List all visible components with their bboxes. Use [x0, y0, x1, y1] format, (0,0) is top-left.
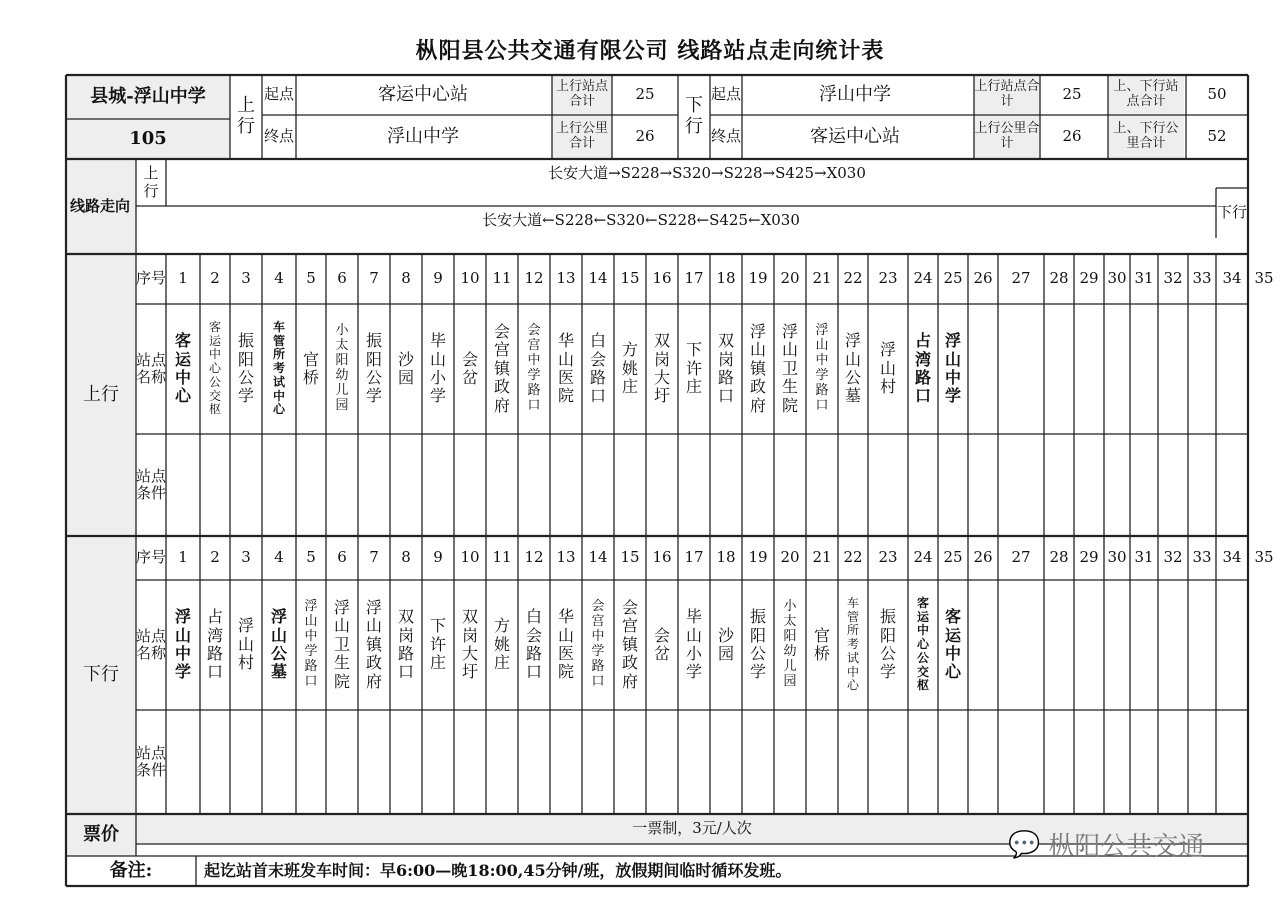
total-stations-value: 50 — [1207, 85, 1227, 104]
down-km-total-value: 26 — [1062, 127, 1082, 146]
seq-cell: 19 — [748, 548, 768, 567]
seq-cell: 30 — [1107, 548, 1127, 567]
down-start-station: 浮山中学 — [819, 83, 891, 105]
seq-cell: 13 — [556, 269, 576, 288]
stop-cell — [454, 580, 486, 710]
down-start-label: 起点 — [710, 85, 741, 104]
seq-cell: 33 — [1192, 548, 1212, 567]
stop-cell — [908, 580, 938, 710]
seq-cell: 1 — [178, 548, 188, 567]
stop-cell — [390, 304, 422, 434]
stop-name: 浮山中学 — [945, 331, 962, 406]
seq-cell: 25 — [943, 269, 963, 288]
stop-cell — [774, 580, 806, 710]
up-km-total-label: 上行公里合计 — [555, 121, 608, 151]
stop-cell — [868, 304, 908, 434]
stop-cell — [710, 580, 742, 710]
seq-cell: 17 — [684, 548, 704, 567]
seq-cell: 32 — [1163, 548, 1183, 567]
up-condition-label: 站点条件 — [136, 466, 167, 502]
stop-name: 客运中心 — [945, 607, 962, 682]
stop-name: 浮山中学 — [175, 607, 192, 682]
stop-cell — [422, 580, 454, 710]
stop-name: 毕山小学 — [430, 331, 447, 406]
up-end-label: 终点 — [263, 127, 294, 146]
total-km-value: 52 — [1207, 127, 1227, 146]
stop-cell — [486, 580, 518, 710]
up-start-label: 起点 — [263, 85, 294, 104]
stop-name: 浮山中学路口 — [815, 323, 829, 413]
seq-cell: 7 — [369, 548, 379, 567]
stop-name: 浮山村 — [238, 616, 255, 673]
stop-cell — [806, 580, 838, 710]
seq-cell: 17 — [684, 269, 704, 288]
seq-cell: 7 — [369, 269, 379, 288]
seq-cell: 5 — [306, 548, 316, 567]
stop-name: 官桥 — [814, 625, 831, 663]
down-route-text: 长安大道←S228←S320←S228←S425←X030 — [482, 211, 800, 230]
down-direction-label: 下行 — [685, 95, 703, 137]
stop-cell — [166, 304, 200, 434]
seq-cell: 22 — [843, 269, 863, 288]
stop-cell — [550, 304, 582, 434]
stop-name: 浮山村 — [880, 340, 897, 397]
stop-cell — [774, 304, 806, 434]
stop-cell — [326, 304, 358, 434]
seq-cell: 19 — [748, 269, 768, 288]
seq-cell: 35 — [1254, 548, 1274, 567]
stop-cell — [938, 580, 968, 710]
stop-name: 方姚庄 — [494, 616, 511, 673]
direction-label: 线路走向 — [70, 197, 131, 216]
seq-cell: 20 — [780, 269, 800, 288]
stop-cell — [262, 304, 296, 434]
route-name: 县城-浮山中学 — [90, 85, 206, 107]
remarks-label: 备注: — [109, 859, 153, 881]
stop-cell — [868, 580, 908, 710]
stop-name: 双岗大圩 — [654, 331, 671, 406]
stop-name: 振阳公学 — [238, 331, 255, 406]
stop-cell — [262, 580, 296, 710]
fare-label: 票价 — [83, 823, 119, 845]
seq-cell: 27 — [1011, 269, 1031, 288]
seq-cell: 25 — [943, 548, 963, 567]
seq-cell: 33 — [1192, 269, 1212, 288]
down-km-total-label: 上行公里合计 — [974, 121, 1040, 151]
stop-name: 车管所考试中心 — [847, 595, 860, 693]
stop-cell — [296, 580, 326, 710]
seq-cell: 21 — [812, 548, 832, 567]
seq-cell: 20 — [780, 548, 800, 567]
stop-cell — [614, 304, 646, 434]
stop-name: 白会路口 — [526, 607, 543, 682]
seq-cell: 31 — [1134, 269, 1154, 288]
seq-cell: 8 — [401, 269, 411, 288]
stop-cell — [358, 304, 390, 434]
remarks-value: 起讫站首末班发车时间：早6:00—晚18:00,45分钟/班，放假期间临时循环发班。 — [204, 860, 792, 880]
wechat-icon: 💬 — [1008, 829, 1041, 860]
stop-name: 双岗大圩 — [462, 607, 479, 682]
stop-name: 双岗路口 — [398, 607, 415, 682]
seq-cell: 31 — [1134, 548, 1154, 567]
seq-cell: 9 — [433, 269, 443, 288]
up-end-station: 浮山中学 — [387, 125, 459, 147]
stop-name: 浮山镇政府 — [750, 322, 767, 415]
stop-name: 下许庄 — [430, 616, 447, 673]
stop-name: 会宫中学路口 — [591, 599, 605, 689]
stop-name: 振阳公学 — [750, 607, 767, 682]
stop-cell — [742, 580, 774, 710]
stop-name: 占湾路口 — [915, 331, 932, 406]
up-section-label: 上行 — [83, 383, 119, 405]
stop-cell — [806, 304, 838, 434]
seq-cell: 26 — [973, 548, 993, 567]
stop-cell — [200, 580, 230, 710]
stop-cell — [200, 304, 230, 434]
seq-cell: 12 — [524, 269, 544, 288]
seq-cell: 22 — [843, 548, 863, 567]
seq-cell: 14 — [588, 269, 608, 288]
stop-name: 客运中心公交枢 — [917, 595, 930, 693]
direction-down-label: 下行 — [1216, 203, 1247, 222]
seq-cell: 23 — [878, 269, 898, 288]
seq-cell: 32 — [1163, 269, 1183, 288]
stop-cell — [582, 580, 614, 710]
stop-cell — [422, 304, 454, 434]
down-end-label: 终点 — [710, 127, 741, 146]
stop-cell — [550, 580, 582, 710]
stop-cell — [614, 580, 646, 710]
stop-cell — [296, 304, 326, 434]
stop-name: 沙园 — [398, 349, 415, 387]
down-end-station: 客运中心站 — [810, 125, 900, 147]
stop-name: 白会路口 — [590, 331, 607, 406]
seq-cell: 2 — [210, 269, 220, 288]
seq-cell: 1 — [178, 269, 188, 288]
up-seq-label: 序号 — [136, 269, 167, 288]
stop-cell — [678, 580, 710, 710]
stop-cell — [454, 304, 486, 434]
watermark — [1008, 826, 1204, 863]
seq-cell: 26 — [973, 269, 993, 288]
seq-cell: 5 — [306, 269, 316, 288]
seq-cell: 3 — [241, 269, 251, 288]
down-stations-total-label: 上行站点合计 — [974, 79, 1040, 109]
stop-cell — [938, 304, 968, 434]
stop-name: 客运中心 — [175, 331, 192, 406]
seq-cell: 18 — [716, 269, 736, 288]
down-name-label: 站点名称 — [136, 626, 167, 662]
seq-cell: 29 — [1079, 548, 1099, 567]
seq-cell: 4 — [274, 548, 284, 567]
seq-cell: 34 — [1222, 548, 1242, 567]
route-number: 105 — [129, 127, 167, 149]
stop-cell — [710, 304, 742, 434]
seq-cell: 11 — [492, 548, 512, 567]
stop-name: 毕山小学 — [686, 607, 703, 682]
stop-cell — [390, 580, 422, 710]
up-route-text: 长安大道→S228→S320→S228→S425→X030 — [548, 164, 866, 183]
seq-cell: 13 — [556, 548, 576, 567]
direction-up-label: 上行 — [143, 164, 159, 200]
seq-cell: 24 — [913, 548, 933, 567]
total-km-label: 上、下行公里合计 — [1113, 121, 1179, 151]
stop-name: 会岔 — [654, 625, 671, 663]
stop-name: 客运中心公交枢 — [209, 319, 222, 417]
down-section-label: 下行 — [83, 663, 119, 685]
seq-cell: 14 — [588, 548, 608, 567]
stop-name: 会宫中学路口 — [527, 323, 541, 413]
seq-cell: 9 — [433, 548, 443, 567]
up-direction-label: 上行 — [237, 95, 255, 137]
seq-cell: 18 — [716, 548, 736, 567]
seq-cell: 23 — [878, 548, 898, 567]
seq-cell: 21 — [812, 269, 832, 288]
stop-name: 占湾路口 — [207, 607, 224, 682]
stop-name: 振阳公学 — [366, 331, 383, 406]
down-seq-label: 序号 — [136, 548, 167, 567]
seq-cell: 35 — [1254, 269, 1274, 288]
stop-cell — [326, 580, 358, 710]
stop-name: 下许庄 — [686, 340, 703, 397]
seq-cell: 11 — [492, 269, 512, 288]
stop-name: 会宫镇政府 — [622, 598, 639, 691]
up-start-station: 客运中心站 — [378, 83, 468, 105]
seq-cell: 12 — [524, 548, 544, 567]
stop-name: 浮山公墓 — [271, 607, 288, 682]
stop-name: 双岗路口 — [718, 331, 735, 406]
stop-cell — [838, 580, 868, 710]
stop-name: 浮山卫生院 — [334, 598, 351, 691]
stop-name: 小太阳幼儿园 — [335, 323, 349, 413]
stop-name: 浮山中学路口 — [304, 599, 318, 689]
stop-cell — [358, 580, 390, 710]
seq-cell: 29 — [1079, 269, 1099, 288]
down-stations-total-value: 25 — [1062, 85, 1082, 104]
stop-cell — [166, 580, 200, 710]
seq-cell: 28 — [1049, 269, 1069, 288]
stop-cell — [486, 304, 518, 434]
up-stations-total-value: 25 — [635, 85, 655, 104]
stop-cell — [646, 580, 678, 710]
stop-name: 振阳公学 — [880, 607, 897, 682]
stop-cell — [646, 304, 678, 434]
seq-cell: 2 — [210, 548, 220, 567]
total-stations-label: 上、下行站点合计 — [1113, 79, 1179, 109]
up-name-label: 站点名称 — [136, 350, 167, 386]
stop-cell — [838, 304, 868, 434]
seq-cell: 30 — [1107, 269, 1127, 288]
stop-name: 浮山公墓 — [845, 331, 862, 406]
stop-name: 方姚庄 — [622, 340, 639, 397]
seq-cell: 4 — [274, 269, 284, 288]
stop-cell — [742, 304, 774, 434]
seq-cell: 28 — [1049, 548, 1069, 567]
stop-cell — [230, 304, 262, 434]
stop-cell — [678, 304, 710, 434]
stop-cell — [518, 304, 550, 434]
fare-value: 一票制，3元/人次 — [632, 819, 752, 838]
seq-cell: 15 — [620, 269, 640, 288]
down-condition-label: 站点条件 — [136, 743, 167, 779]
stop-name: 小太阳幼儿园 — [783, 599, 797, 689]
seq-cell: 15 — [620, 548, 640, 567]
stop-name: 华山医院 — [558, 331, 575, 406]
seq-cell: 27 — [1011, 548, 1031, 567]
seq-cell: 16 — [652, 548, 672, 567]
stop-name: 浮山卫生院 — [782, 322, 799, 415]
stop-name: 沙园 — [718, 625, 735, 663]
stop-cell — [908, 304, 938, 434]
page-title: 枞阳县公共交通有限公司 线路站点走向统计表 — [415, 38, 885, 64]
stop-cell — [582, 304, 614, 434]
up-stations-total-label: 上行站点合计 — [555, 79, 608, 109]
seq-cell: 6 — [337, 269, 347, 288]
stop-name: 浮山镇政府 — [366, 598, 383, 691]
stop-name: 官桥 — [303, 349, 320, 387]
watermark-text: 枞阳公共交通 — [1048, 832, 1205, 862]
seq-cell: 10 — [460, 269, 480, 288]
stop-name: 华山医院 — [558, 607, 575, 682]
stop-name: 车管所考试中心 — [273, 319, 286, 417]
up-km-total-value: 26 — [635, 127, 655, 146]
seq-cell: 24 — [913, 269, 933, 288]
seq-cell: 10 — [460, 548, 480, 567]
seq-cell: 16 — [652, 269, 672, 288]
seq-cell: 6 — [337, 548, 347, 567]
seq-cell: 3 — [241, 548, 251, 567]
stop-name: 会岔 — [462, 349, 479, 387]
stop-cell — [230, 580, 262, 710]
stop-cell — [518, 580, 550, 710]
seq-cell: 8 — [401, 548, 411, 567]
stop-name: 会宫镇政府 — [494, 322, 511, 415]
seq-cell: 34 — [1222, 269, 1242, 288]
